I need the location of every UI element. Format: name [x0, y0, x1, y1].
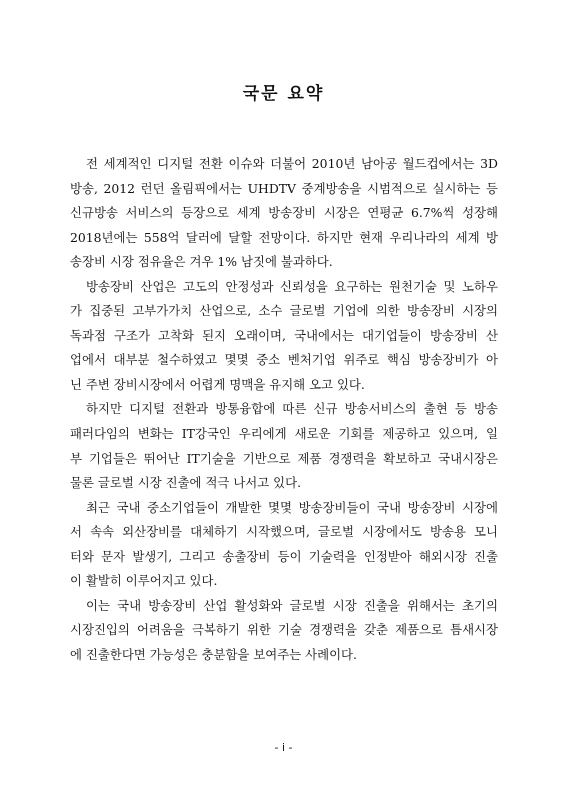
page-title: 국문 요약 [242, 84, 325, 104]
paragraph-line: 가 집중된 고부가가치 산업으로, 소수 글로벌 기업에 의한 방송장비 시장의 [70, 303, 498, 319]
page-number: - i - [274, 741, 293, 754]
paragraph-line: 하지만 디지털 전환과 방통융합에 따른 신규 방송서비스의 출현 등 방송 [86, 401, 498, 417]
paragraph-1 [70, 152, 498, 275]
paragraph-line: 패러다임의 변화는 IT강국인 우리에게 새로운 기회를 제공하고 있으며, 일 [70, 426, 498, 442]
paragraph-line: 닌 주변 장비시장에서 어렵게 명맥을 유지해 오고 있다. [70, 376, 365, 392]
paragraph-line: 물론 글로벌 시장 진출에 적극 나서고 있다. [70, 475, 302, 491]
paragraph-line: 2018년에는 558억 달러에 달할 전망이다. 하지만 현재 우리나라의 세계 방 [70, 229, 498, 245]
paragraph-5 [70, 594, 498, 668]
paragraph-line: 독과점 구조가 고착화 된지 오래이며, 국내에서는 대기업들이 방송장비 산 [70, 327, 498, 343]
paragraph-line: 업에서 대부분 철수하였고 몇몇 중소 벤처기업 위주로 핵심 방송장비가 아 [70, 352, 498, 368]
paragraph-4 [70, 496, 498, 594]
paragraph-line: 송장비 시장 점유율은 겨우 1% 남짓에 불과하다. [70, 254, 333, 270]
paragraph-line: 신규방송 서비스의 등장으로 세계 방송장비 시장은 연평균 6.7%씩 성장해 [70, 205, 498, 221]
summary-body [70, 152, 498, 667]
paragraph-line: 이 활발히 이루어지고 있다. [70, 573, 218, 589]
paragraph-line: 방송장비 산업은 고도의 안정성과 신뢰성을 요구하는 원천기술 및 노하우 [86, 278, 498, 294]
paragraph-line: 부 기업들은 뛰어난 IT기술을 기반으로 제품 경쟁력을 확보하고 국내시장은 [70, 450, 498, 466]
paragraph-line: 방송, 2012 런던 올림픽에서는 UHDTV 중계방송을 시범적으로 실시하는 등 [70, 180, 498, 196]
paragraph-line: 전 세계적인 디지털 전환 이슈와 더불어 2010년 남아공 월드컵에서는 3D [86, 156, 498, 171]
paragraph-line: 서 속속 외산장비를 대체하기 시작했으며, 글로벌 시장에서도 방송용 모니 [70, 524, 498, 540]
paragraph-line: 에 진출한다면 가능성은 충분함을 보여주는 사례이다. [70, 646, 357, 662]
paragraph-line: 이는 국내 방송장비 산업 활성화와 글로벌 시장 진출을 위해서는 초기의 [86, 597, 498, 613]
paragraph-line: 최근 국내 중소기업들이 개발한 몇몇 방송장비들이 국내 방송장비 시장에 [86, 499, 498, 515]
paragraph-3 [70, 397, 498, 495]
paragraph-line: 터와 문자 발생기, 그리고 송출장비 등이 기술력을 인정받아 해외시장 진출 [70, 548, 498, 564]
paragraph-line: 시장진입의 어려움을 극복하기 위한 기술 경쟁력을 갖춘 제품으로 틈새시장 [70, 622, 498, 638]
paragraph-2 [70, 275, 498, 398]
